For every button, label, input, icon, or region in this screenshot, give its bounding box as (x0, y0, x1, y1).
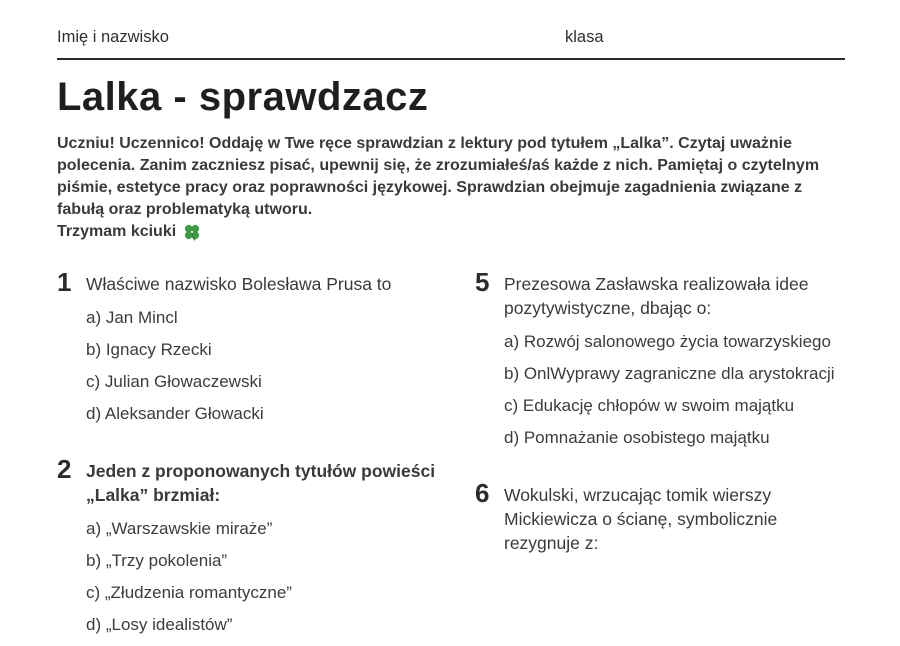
questions-left-column (57, 269, 453, 646)
questions-grid (57, 269, 845, 646)
question-5 (475, 269, 845, 450)
page-title: Lalka - sprawdzacz (57, 75, 429, 119)
option-d: d) „Losy idealistów” (86, 614, 233, 634)
question-text: Prezesowa Zasławska realizowała idee pozytywistyczne, dbając o: (504, 274, 809, 319)
closing-line (57, 221, 845, 243)
question-options (57, 307, 453, 425)
question-6 (475, 477, 845, 555)
option-d: d) Pomnażanie osobistego majątku (504, 428, 770, 448)
question-1 (57, 269, 453, 426)
question-head (475, 477, 845, 555)
question-head (57, 269, 453, 296)
four-leaf-clover-icon (183, 223, 201, 241)
option-d: d) Aleksander Głowacki (86, 404, 264, 424)
intro-paragraph: Uczniu! Uczennico! Oddaję w Twe ręce sprawdzian z lektury pod tytułem „Lalka”. Czytaj uważnie polecenia. Zanim zaczniesz pisać, upewnij się, że zrozumiałeś/aś każde z nich. Pamiętaj o czytelnym piśmie, estetyce pracy oraz poprawności językowej. Sprawdzian obejmuje zagadnienia związane z fabułą oraz problematyką utworu. (57, 135, 820, 218)
question-text: Właściwe nazwisko Bolesława Prusa to (86, 274, 392, 294)
class-label: klasa (565, 28, 604, 46)
option-b: b) „Trzy pokolenia” (86, 550, 228, 570)
closing-text: Trzymam kciuki (57, 223, 177, 240)
option-c: c) Julian Głowaczewski (86, 372, 262, 392)
option-a: a) „Warszawskie miraże” (86, 518, 273, 538)
question-number: 1 (57, 267, 72, 297)
questions-right-column (475, 269, 845, 646)
question-2 (57, 453, 453, 637)
header-row (57, 28, 845, 48)
question-text: Jeden z proponowanych tytułów powieści „Lalka” brzmiał: (86, 460, 436, 505)
question-number: 5 (475, 267, 490, 297)
question-head (57, 453, 453, 507)
option-a: a) Jan Mincl (86, 308, 178, 328)
question-options (475, 331, 845, 449)
option-c: c) Edukację chłopów w swoim majątku (504, 396, 795, 416)
question-number: 6 (475, 477, 490, 508)
question-number: 2 (57, 453, 72, 484)
question-head (475, 269, 845, 320)
option-b: b) Ignacy Rzecki (86, 340, 212, 360)
question-text: Wokulski, wrzucając tomik wierszy Mickiewicza o ścianę, symbolicznie rezygnuje z: (504, 484, 778, 553)
name-label: Imię i nazwisko (57, 28, 169, 46)
question-options (57, 518, 453, 636)
option-a: a) Rozwój salonowego życia towarzyskiego (504, 332, 831, 352)
option-b: b) OnlWyprawy zagraniczne dla arystokracji (504, 364, 835, 384)
option-c: c) „Złudzenia romantyczne” (86, 582, 292, 602)
header-rule (57, 58, 845, 60)
